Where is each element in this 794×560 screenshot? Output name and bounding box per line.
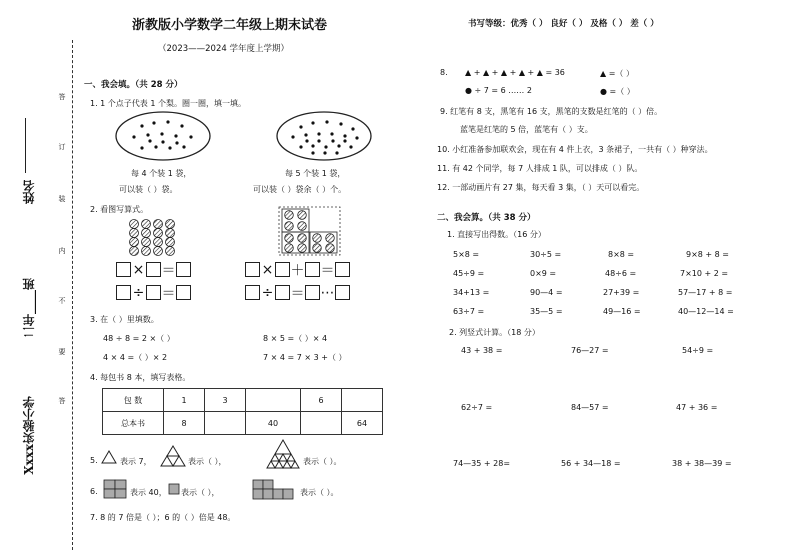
question-11: 11. 有 42 个同学，每 7 人排成 1 队，可以排成（ ）队。: [437, 164, 643, 173]
q5-text-3: 表示（ ）。: [303, 457, 342, 466]
q6-number: 6.: [90, 487, 98, 496]
question-12: 12. 一部动画片有 27 集，每天看 3 集，（ ）天可以看完。: [437, 183, 645, 192]
q1-right-text-a: 每 5 个装 1 袋，: [285, 169, 346, 178]
equation-row-1-left: × ＝: [116, 259, 191, 280]
q3-item-2: 8 × 5 =（ ）× 4: [263, 334, 328, 343]
equation-row-2-left: ÷ ＝: [116, 282, 191, 303]
calc-item: 63÷7 =: [453, 307, 485, 316]
table-cell: 40: [246, 412, 301, 435]
answer-box[interactable]: [146, 285, 161, 300]
class-label: 二年____班: [22, 278, 36, 338]
school-label: Xxxx实验小学: [22, 396, 36, 475]
question-9-b: 蓝笔是红笔的 5 倍，蓝笔有（ ）支。: [460, 125, 593, 134]
answer-box[interactable]: [116, 262, 131, 277]
answer-box[interactable]: [305, 285, 320, 300]
question-1: 1. 1 个点子代表 1 个梨。圈一圈，填一填。: [90, 99, 246, 108]
vertical-item: 43 + 38 =: [461, 346, 503, 355]
single-square-icon: [168, 483, 180, 495]
question-4: 4. 每包书 8 本，填写表格。: [90, 373, 191, 382]
q1-left-text-b: 可以装（ ）袋。: [119, 185, 178, 194]
question-3: 3. 在（ ）里填数。: [90, 315, 159, 324]
q3-item-3: 4 × 4 =（ ）× 2: [103, 353, 168, 362]
table-cell: 64: [342, 412, 383, 435]
question-7: 7. 8 的 7 倍是（ ）；6 的（ ）倍是 48。: [90, 513, 236, 522]
q8-equation-2: ● ÷ 7 = 6 …… 2: [465, 86, 532, 95]
question-10: 10. 小红准备参加联欢会，现在有 4 件上衣，3 条裙子，一共有（ ）种穿法。: [437, 145, 713, 154]
answer-box[interactable]: [275, 262, 290, 277]
table-cell: 8: [164, 412, 205, 435]
answer-box[interactable]: [176, 262, 191, 277]
calc-item: 45÷9 =: [453, 269, 485, 278]
q8-answer-1: ▲ =（ ）: [600, 69, 634, 78]
answer-box[interactable]: [305, 262, 320, 277]
q5-text-1: 表示 7，: [120, 457, 152, 466]
calc-item: 27+39 =: [603, 288, 640, 297]
answer-box[interactable]: [176, 285, 191, 300]
section1-heading: 一、我会填。（共 28 分）: [84, 80, 183, 90]
calc-item: 8×8 =: [608, 250, 635, 259]
calc-item: 30÷5 =: [530, 250, 562, 259]
q8-number: 8.: [440, 68, 448, 77]
q5-text-2: 表示（ ），: [188, 457, 227, 466]
table-row: [103, 412, 383, 435]
equation-row-1-right: × ＋ ＝: [245, 259, 350, 280]
books-table: [102, 388, 383, 435]
vertical-calc-heading: 2. 列竖式计算。（18 分）: [449, 328, 540, 337]
table-cell[interactable]: [301, 412, 342, 435]
calc-item: 9×8 + 8 =: [686, 250, 730, 259]
table-cell: 3: [205, 389, 246, 412]
writing-grade-label: 书写等级：优秀（ ） 良好（ ） 及格（ ） 差（ ）: [468, 19, 659, 29]
hatched-circle-grid-right: [278, 206, 342, 256]
vertical-item: 74—35 + 28=: [453, 459, 511, 468]
vertical-item: 47 + 36 =: [676, 403, 718, 412]
pear-dots-ellipse-left: [114, 110, 212, 162]
side-char-5: 不: [58, 297, 66, 304]
vertical-item: 76—27 =: [571, 346, 609, 355]
q6-text-2: 表示（ ），: [181, 488, 220, 497]
answer-box[interactable]: [245, 262, 260, 277]
side-char-2: 订: [58, 143, 66, 150]
name-underline: [25, 118, 26, 173]
vertical-item: 54÷9 =: [682, 346, 714, 355]
vertical-item: 84—57 =: [571, 403, 609, 412]
medium-triangle-icon: [160, 445, 186, 467]
table-cell: 1: [164, 389, 205, 412]
calc-item: 40—12—14 =: [678, 307, 734, 316]
q3-item-4: 7 × 4 = 7 × 3 +（ ）: [263, 353, 347, 362]
q6-text-3: 表示（ ）。: [300, 488, 339, 497]
table-cell: 总本书: [103, 412, 164, 435]
q6-text-1: 表示 40，: [130, 488, 167, 497]
calc-item: 48÷6 =: [605, 269, 637, 278]
calc-item: 35—5 =: [530, 307, 563, 316]
q8-answer-2: ● =（ ）: [600, 87, 635, 96]
page-subtitle: （2023——2024 学年度上学期）: [158, 44, 289, 54]
answer-box[interactable]: [245, 285, 260, 300]
page-title: 浙教版小学数学二年级上期末试卷: [132, 18, 328, 33]
hatched-circle-grid-left: [128, 219, 178, 257]
q1-left-text-a: 每 4 个装 1 袋，: [131, 169, 192, 178]
answer-box[interactable]: [335, 285, 350, 300]
calc-item: 0×9 =: [530, 269, 557, 278]
small-triangle-icon: [101, 450, 117, 464]
section2-heading: 二、我会算。（共 38 分）: [437, 213, 536, 223]
table-row: [103, 389, 383, 412]
calc-item: 49—16 =: [603, 307, 641, 316]
answer-box[interactable]: [146, 262, 161, 277]
q1-right-text-b: 可以装（ ）袋余（ ）个。: [253, 185, 347, 194]
calc-item: 57—17 + 8 =: [678, 288, 733, 297]
table-cell: 6: [301, 389, 342, 412]
direct-calc-heading: 1. 直接写出得数。（16 分）: [447, 230, 546, 239]
q5-number: 5.: [90, 456, 98, 465]
vertical-item: 38 + 38—39 =: [672, 459, 732, 468]
question-9: 9. 红笔有 8 支，黑笔有 16 支，黑笔的支数是红笔的（ ）倍。: [440, 107, 663, 116]
vertical-item: 62÷7 =: [461, 403, 493, 412]
answer-box[interactable]: [275, 285, 290, 300]
side-char-7: 答: [58, 397, 66, 404]
side-char-3: 装: [58, 195, 66, 202]
calc-item: 7×10 + 2 =: [680, 269, 729, 278]
square-cluster-icon: [252, 479, 296, 500]
binding-dashed-line: [72, 40, 73, 550]
large-triangle-icon: [266, 439, 300, 469]
side-char-6: 要: [58, 348, 66, 355]
answer-box[interactable]: [335, 262, 350, 277]
calc-item: 90—4 =: [530, 288, 563, 297]
table-cell[interactable]: [342, 389, 383, 412]
calc-item: 5×8 =: [453, 250, 480, 259]
vertical-item: 56 + 34—18 =: [561, 459, 621, 468]
table-cell[interactable]: [205, 412, 246, 435]
table-cell[interactable]: [246, 389, 301, 412]
question-2: 2. 看图写算式。: [90, 205, 149, 214]
table-cell: 包 数: [103, 389, 164, 412]
pear-dots-ellipse-right: [275, 110, 373, 162]
side-char-4: 内: [58, 247, 66, 254]
four-square-block-icon: [103, 479, 127, 499]
q3-item-1: 48 ÷ 8 = 2 ×（ ）: [103, 334, 175, 343]
equation-row-2-right: ÷ ＝ ⋯: [245, 282, 350, 303]
answer-box[interactable]: [116, 285, 131, 300]
calc-item: 34+13 =: [453, 288, 490, 297]
q8-equation-1: ▲ + ▲ + ▲ + ▲ + ▲ = 36: [465, 68, 565, 77]
name-label: 姓名: [22, 180, 36, 204]
side-char-1: 答: [58, 93, 66, 100]
